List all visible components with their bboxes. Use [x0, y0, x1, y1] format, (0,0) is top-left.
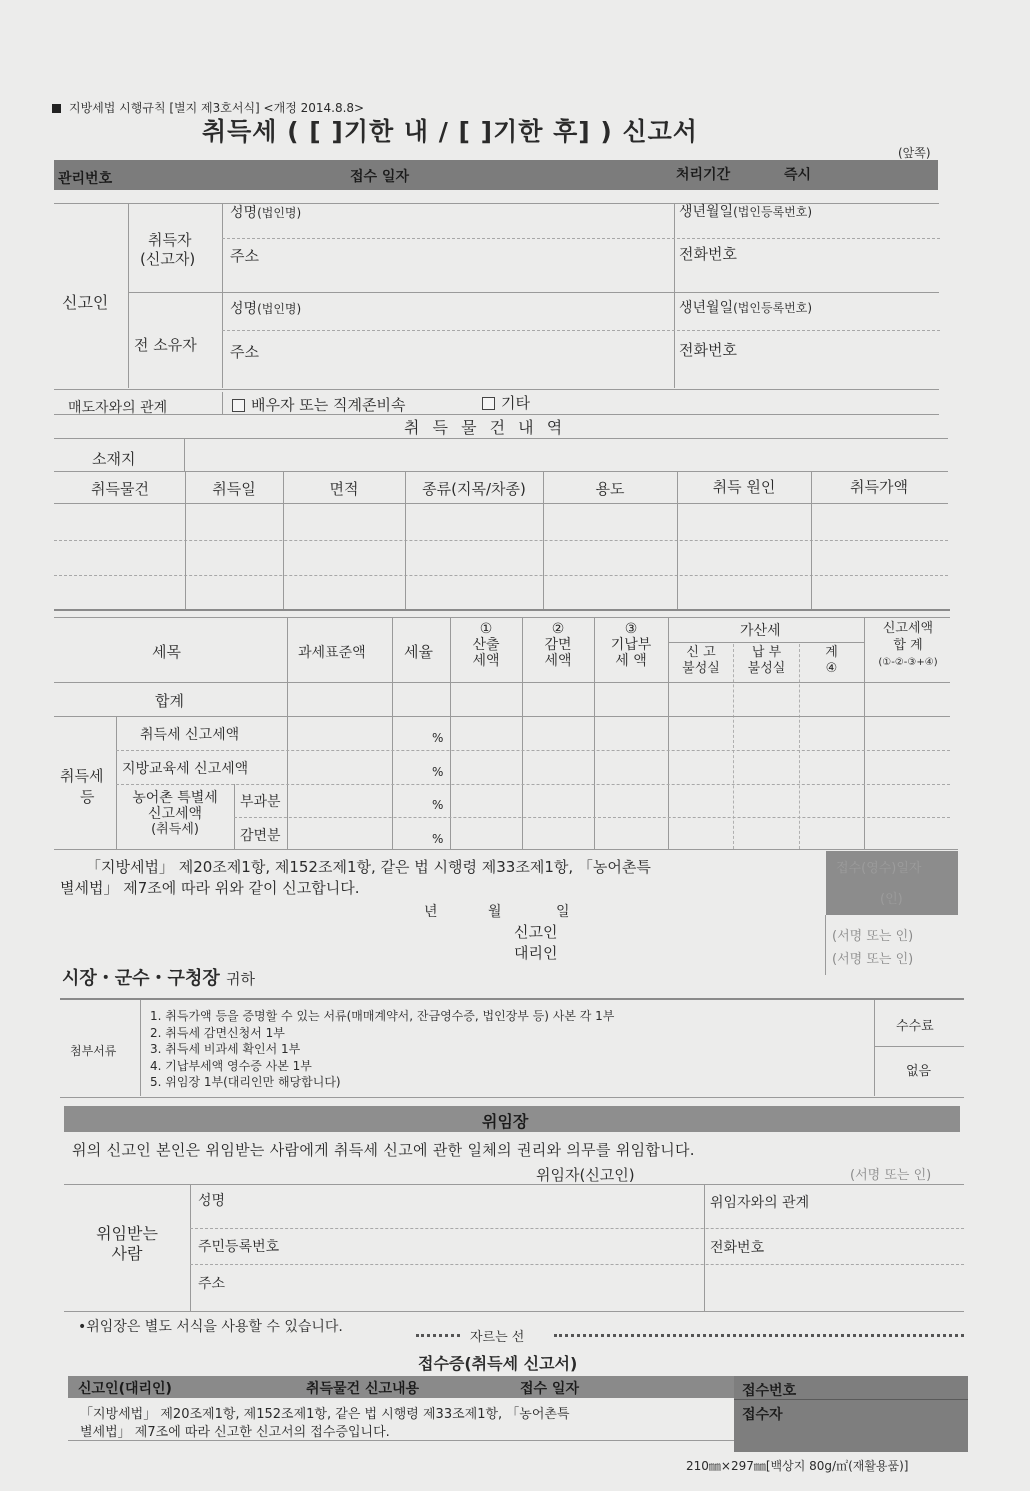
management-number-label: 관리번호 [58, 171, 113, 187]
rural-tax-levy-label: 부과분 [240, 794, 281, 810]
addressee [62, 964, 255, 990]
total-tax-line1: 신고세액 [882, 621, 934, 636]
divider [54, 682, 950, 683]
name-text: 성명 [230, 301, 258, 317]
location-label: 소재지 [92, 450, 136, 468]
divider [674, 203, 675, 388]
attachment-item: 2. 취득세 감면신청서 1부 [150, 1025, 285, 1040]
delegate-name-label: 성명 [198, 1193, 226, 1209]
divider [668, 617, 669, 849]
rural-tax-line1: 농어촌 특별세 [132, 790, 218, 806]
divider [68, 1440, 734, 1441]
divider [54, 503, 948, 504]
receipt-col-reporter: 신고인(대리인) [78, 1381, 172, 1397]
prev-owner-name-label [230, 298, 301, 318]
surcharge-sum-line1: 계 [825, 645, 838, 660]
birth-text: 생년월일 [679, 204, 734, 220]
rural-tax-row-label [116, 790, 234, 838]
delegation-note: •위임장은 별도 서식을 사용할 수 있습니다. [78, 1319, 343, 1335]
divider [54, 438, 948, 439]
tax-group-label: 취득세 [60, 767, 104, 785]
divider [185, 471, 186, 609]
paper-spec: 210㎜×297㎜[백상지 80g/㎡(재활용품)] [686, 1459, 909, 1473]
property-col-cause: 취득 원인 [712, 478, 776, 496]
receipt-date-label: 접수 일자 [350, 169, 409, 185]
total-tax-header [866, 620, 950, 671]
divider [864, 617, 865, 849]
divider [54, 540, 948, 541]
divider [222, 330, 940, 331]
divider [677, 471, 678, 609]
tax-rate-header: 세율 [404, 643, 433, 661]
birth-sub-text: (법인등록번호) [733, 205, 813, 219]
divider [287, 617, 288, 849]
divider [60, 1097, 964, 1098]
edu-tax-rate-pct: % [432, 765, 444, 779]
divider [140, 1000, 141, 1096]
receipt-text-1: 「지방세법」 제20조제1항, 제152조제1항, 같은 법 시행령 제33조제1항, 「농어촌특 [80, 1407, 570, 1422]
reduced-tax-header [523, 621, 593, 669]
relation-option-other-label: 기타 [501, 394, 530, 412]
attachment-item: 4. 기납부세액 영수증 사본 1부 [150, 1058, 312, 1073]
rural-reduced-rate-pct: % [432, 832, 444, 846]
rural-tax-reduced-label: 감면분 [240, 828, 281, 844]
surcharge-sum-header [800, 645, 863, 677]
receipt-title: 접수증(취득세 신고서) [418, 1354, 578, 1373]
date-year-label: 년 [424, 904, 438, 920]
attachments-list [150, 1008, 614, 1091]
fee-label: 수수료 [896, 1019, 934, 1034]
divider [64, 1311, 964, 1312]
checkbox-icon[interactable] [482, 397, 495, 410]
acquirer-sub-label: (신고자) [140, 250, 196, 268]
divider [128, 292, 939, 293]
sum-row-label: 합계 [155, 692, 184, 710]
name-sub-text: (법인명) [257, 302, 302, 316]
property-col-area: 면적 [329, 480, 359, 498]
total-tax-formula: (①-②-③+④) [878, 657, 938, 668]
attachments-label: 첨부서류 [70, 1044, 117, 1058]
divider [222, 203, 223, 388]
acq-tax-row-label: 취득세 신고세액 [140, 727, 240, 743]
calculated-tax-header [451, 621, 521, 669]
property-col-use: 용도 [595, 480, 625, 498]
attachment-item: 1. 취득가액 등을 증명할 수 있는 서류(매매계약서, 잔금영수증, 법인장부 등) 사본 각 1부 [150, 1009, 615, 1023]
delegate-relation-label: 위임자와의 관계 [710, 1195, 810, 1211]
delegator-signature-hint: (서명 또는 인) [850, 1168, 932, 1183]
receipt-col-number: 접수번호 [742, 1383, 797, 1399]
divider [54, 716, 950, 717]
addressee-text: 시장・군수・구청장 [62, 968, 220, 989]
divider [54, 617, 950, 618]
divider [54, 609, 950, 611]
divider [222, 392, 223, 414]
property-col-price: 취득가액 [850, 478, 908, 496]
acquirer-phone-label: 전화번호 [679, 245, 737, 263]
delegate-address-label: 주소 [198, 1276, 226, 1292]
cut-line-left [416, 1334, 460, 1337]
payment-penalty-header [735, 645, 798, 677]
divider [116, 784, 950, 785]
previous-owner-label: 전 소유자 [134, 336, 197, 354]
relation-option-spouse-label: 배우자 또는 직계존비속 [251, 396, 406, 414]
divider [668, 642, 864, 643]
divider [64, 1184, 964, 1185]
form-title: 취득세 ( [ ]기한 내 / [ ]기한 후] ) 신고서 [202, 117, 698, 146]
birth-text: 생년월일 [679, 300, 734, 316]
prev-owner-address-label: 주소 [230, 343, 259, 361]
divider [825, 915, 826, 975]
prev-owner-birth-label [679, 297, 812, 317]
edu-tax-row-label: 지방교육세 신고세액 [122, 761, 249, 777]
calculated-tax-line2: 세액 [472, 653, 500, 669]
reduced-tax-line1: 감면 [544, 637, 572, 653]
total-tax-line2: 합 계 [893, 638, 923, 653]
property-col-item: 취득물건 [91, 480, 149, 498]
stamp-seal-label: (인) [880, 892, 903, 907]
circle-1: ① [479, 621, 493, 637]
payment-penalty-line2: 불성실 [747, 661, 786, 676]
date-day-label: 일 [556, 904, 570, 920]
cut-line-right [554, 1334, 964, 1337]
prepaid-tax-line1: 기납부 [610, 637, 652, 653]
date-month-label: 월 [488, 904, 502, 920]
agent-sign-label: 대리인 [514, 944, 558, 962]
property-col-date: 취득일 [212, 480, 256, 498]
divider [54, 389, 939, 390]
divider [54, 849, 958, 850]
name-text: 성명 [230, 205, 258, 221]
calculated-tax-line1: 산출 [472, 637, 500, 653]
tax-item-header: 세목 [152, 643, 181, 661]
cut-line-label: 자르는 선 [470, 1330, 525, 1345]
divider [704, 1184, 705, 1312]
reporter-sign-label: 신고인 [514, 923, 558, 941]
divider [874, 1046, 964, 1047]
relation-option-other[interactable] [482, 392, 530, 413]
acquirer-address-label: 주소 [230, 247, 259, 265]
circle-2: ② [551, 621, 565, 637]
divider [190, 1228, 964, 1229]
divider [811, 471, 812, 609]
report-penalty-line1: 신 고 [686, 645, 716, 660]
divider [543, 471, 544, 609]
reporter-section-label: 신고인 [62, 293, 109, 312]
divider [222, 238, 940, 239]
square-bullet-icon [52, 104, 61, 113]
divider [733, 644, 734, 849]
relation-option-spouse[interactable] [232, 394, 405, 415]
delegate-id-label: 주민등록번호 [198, 1239, 280, 1255]
prepaid-tax-header [595, 621, 667, 669]
receiver-label: 접수자 [742, 1407, 783, 1423]
report-penalty-header [670, 645, 732, 677]
property-col-type: 종류(지목/차종) [422, 480, 526, 498]
fee-value: 없음 [906, 1064, 932, 1079]
delegate-phone-label: 전화번호 [710, 1240, 765, 1256]
receipt-col-date: 접수 일자 [520, 1381, 579, 1397]
surcharge-sum-line2: ④ [825, 661, 838, 676]
divider [184, 438, 185, 472]
attachment-item: 5. 위임장 1부(대리인만 해당합니다) [150, 1075, 341, 1089]
delegation-text: 위의 신고인 본인은 위임받는 사람에게 취득세 신고에 관한 일체의 권리와 의무를 위임합니다. [72, 1141, 695, 1159]
declaration-line-2: 별세법」 제7조에 따라 위와 같이 신고합니다. [60, 879, 360, 897]
birth-sub-text: (법인등록번호) [733, 301, 813, 315]
acquirer-birth-label [679, 201, 812, 221]
delegator-label: 위임자(신고인) [536, 1166, 635, 1184]
acq-tax-rate-pct: % [432, 731, 444, 745]
processing-period-value: 즉시 [784, 167, 812, 183]
legal-reference-text: 지방세법 시행규칙 [별지 제3호서식] <개정 2014.8.8> [69, 101, 365, 115]
delegation-title: 위임장 [482, 1112, 529, 1131]
divider [734, 1399, 968, 1400]
divider [874, 1000, 875, 1096]
divider [283, 471, 284, 609]
reduced-tax-line2: 세액 [544, 653, 572, 669]
declaration-line-1: 「지방세법」 제20조제1항, 제152조제1항, 같은 법 시행령 제33조제1항, 「농어촌특 [86, 858, 651, 876]
divider [54, 471, 948, 472]
divider [190, 1184, 191, 1312]
divider [392, 617, 393, 849]
reporter-signature-hint: (서명 또는 인) [832, 929, 914, 944]
name-sub-text: (법인명) [257, 206, 302, 220]
divider [54, 575, 948, 576]
delegate-label-line2: 사람 [111, 1244, 143, 1263]
tax-base-header: 과세표준액 [298, 645, 366, 661]
surcharge-header: 가산세 [740, 623, 781, 639]
receipt-col-content: 취득물건 신고내용 [306, 1381, 420, 1397]
divider [405, 471, 406, 609]
agent-signature-hint: (서명 또는 인) [832, 952, 914, 967]
acquirer-label: 취득자 [148, 231, 192, 249]
circle-3: ③ [624, 621, 638, 637]
divider [190, 1264, 964, 1265]
seller-relation-label: 매도자와의 관계 [68, 400, 168, 416]
tax-group-label-2: 등 [80, 788, 95, 806]
payment-penalty-line1: 납 부 [751, 645, 782, 660]
divider [60, 998, 964, 1000]
stamp-date-label: 접수(영수)일자 [836, 861, 922, 876]
checkbox-icon[interactable] [232, 399, 245, 412]
prev-owner-phone-label: 전화번호 [679, 341, 737, 359]
receipt-text-2: 별세법」 제7조에 따라 신고한 신고서의 접수증입니다. [80, 1425, 390, 1440]
rural-tax-line3: (취득세) [151, 822, 199, 837]
prepaid-tax-line2: 세 액 [615, 653, 647, 669]
addressee-suffix: 귀하 [226, 970, 255, 988]
attachment-item: 3. 취득세 비과세 확인서 1부 [150, 1042, 301, 1056]
processing-period-label: 처리기간 [676, 167, 731, 183]
divider [234, 817, 950, 818]
delegate-label [64, 1224, 190, 1264]
divider [128, 203, 129, 388]
delegate-label-line1: 위임받는 [96, 1224, 158, 1243]
divider [116, 750, 950, 751]
acquirer-name-label [230, 202, 301, 222]
report-penalty-line2: 불성실 [682, 661, 720, 676]
property-section-title: 취 득 물 건 내 역 [404, 418, 567, 437]
rural-levy-rate-pct: % [432, 798, 444, 812]
front-side-label: (앞쪽) [898, 146, 931, 160]
rural-tax-line2: 신고세액 [147, 806, 203, 822]
